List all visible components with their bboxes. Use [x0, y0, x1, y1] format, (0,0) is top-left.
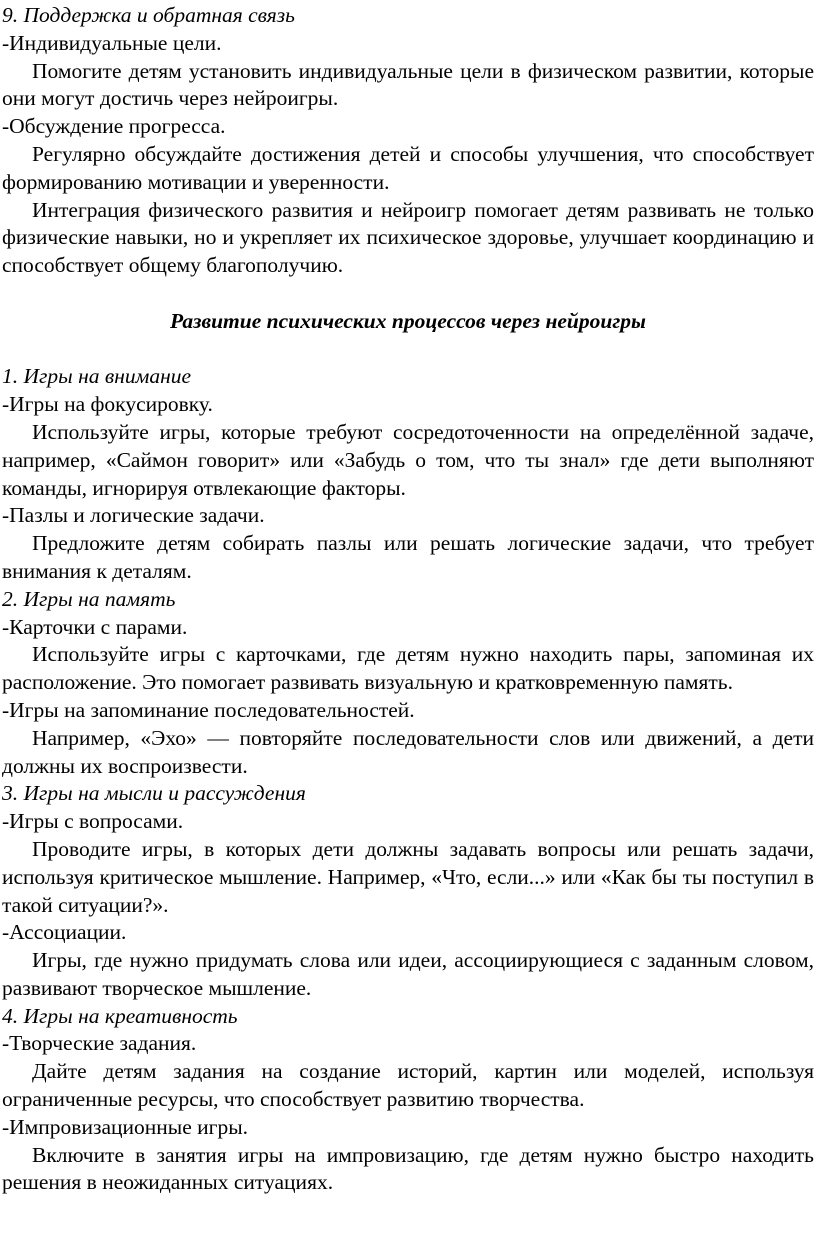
paragraph-questions: Проводите игры, в которых дети должны задавать вопросы или решать задачи, используя критическое мышление. Например, «Что, если...» или «Как бы ты поступил в такой ситуации?». — [2, 836, 814, 917]
spacer — [2, 336, 814, 364]
paragraph-progress-discussion: Регулярно обсуждайте достижения детей и способы улучшения, что способствует формированию мотивации и уверенности. — [2, 141, 814, 194]
subheading-individual-goals: -Индивидуальные цели. — [2, 30, 222, 55]
paragraph-improvisation: Включите в занятия игры на импровизацию, где детям нужно быстро находить решения в неожиданных ситуациях. — [2, 1142, 814, 1195]
subheading-sequences: -Игры на запоминание последовательностей. — [2, 697, 415, 722]
subheading-questions: -Игры с вопросами. — [2, 809, 184, 834]
paragraph-puzzles: Предложите детям собирать пазлы или решать логические задачи, что требует внимания к деталям. — [2, 531, 814, 583]
section-heading-creativity: 4. Игры на креативность — [2, 1003, 238, 1028]
subheading-progress-discussion: -Обсуждение прогресса. — [2, 114, 226, 139]
section-heading-thinking: 3. Игры на мысли и рассуждения — [2, 781, 306, 806]
paragraph-individual-goals: Помогите детям установить индивидуальные цели в физическом развитии, которые они могут достичь через нейроигры. — [2, 58, 814, 111]
section-title: Развитие психических процессов через нейроигры — [170, 308, 646, 333]
paragraph-integration-summary: Интеграция физического развития и нейроигр помогает детям развивать не только физические навыки, но и укрепляет их психическое здоровье, улучшает координацию и способствует общему благополучию. — [2, 197, 814, 278]
paragraph-associations: Игры, где нужно придумать слова или идеи, ассоциирующиеся с заданным словом, развивают творческое мышление. — [2, 948, 814, 1000]
paragraph-creative-tasks: Дайте детям задания на создание историй, картин или моделей, используя ограниченные ресурсы, что способствует развитию творчества. — [2, 1059, 814, 1112]
subheading-puzzles: -Пазлы и логические задачи. — [2, 503, 265, 528]
section-heading-support: 9. Поддержка и обратная связь — [2, 3, 295, 27]
subheading-improvisation: -Импровизационные игры. — [2, 1114, 249, 1139]
section-heading-memory: 2. Игры на память — [2, 586, 176, 611]
subheading-focus-games: -Игры на фокусировку. — [2, 392, 213, 417]
subheading-associations: -Ассоциации. — [2, 920, 127, 945]
subheading-creative-tasks: -Творческие задания. — [2, 1031, 197, 1056]
section-heading-attention: 1. Игры на внимание — [2, 364, 192, 389]
paragraph-cards: Используйте игры с карточками, где детям нужно находить пары, запоминая их расположение. Это помогает развивать визуальную и кратковременную память. — [2, 642, 814, 695]
spacer — [2, 280, 814, 308]
paragraph-focus-games: Используйте игры, которые требуют сосредоточенности на определённой задаче, например, «Саймон говорит» или «Забудь о том, что ты знал» где дети выполняют команды, игнорируя отвлекающие факторы. — [2, 419, 814, 500]
paragraph-sequences: Например, «Эхо» — повторяйте последовательности слов или движений, а дети должны их воспроизвести. — [2, 725, 814, 778]
subheading-cards: -Карточки с парами. — [2, 614, 188, 639]
